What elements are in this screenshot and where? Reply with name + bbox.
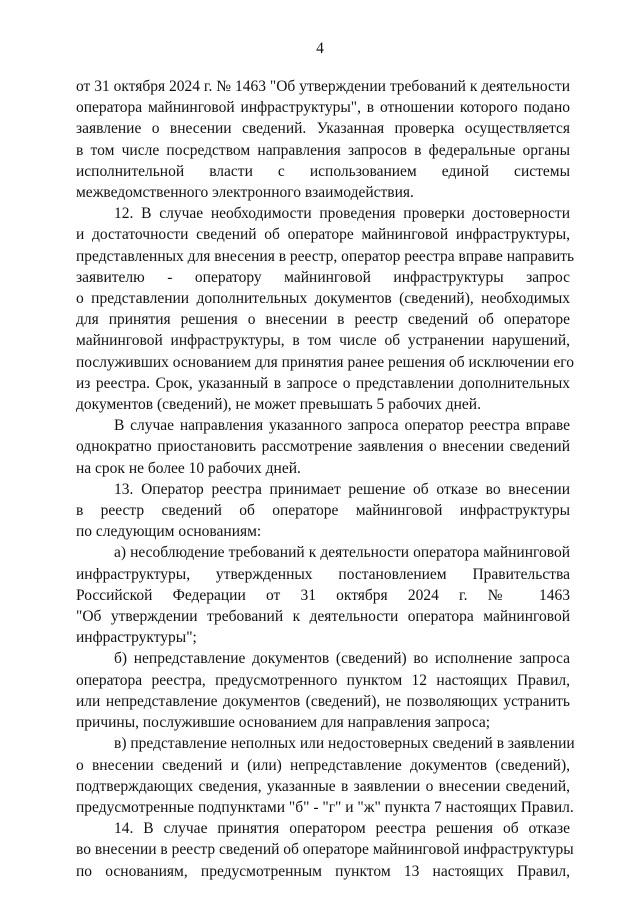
text-line: оператора майнинговой инфраструктуры", в отношении которого подано [76,99,570,117]
text-line: и достаточности сведений об операторе майнинговой инфраструктуры, [76,226,570,244]
text-line: в реестр сведений об операторе майнинговой инфраструктуры [76,502,570,520]
text-line: б) непредставление документов (сведений) во исполнение запроса [114,650,570,668]
text-line: предусмотренные подпунктами "б" - "г" и "ж" пункта 7 настоящих Правил. [76,798,574,816]
text-line: по следующим основаниям: [76,523,262,541]
text-line: а) несоблюдение требований к деятельности оператора майнинговой [114,544,570,562]
text-line: во внесении в реестр сведений об операторе майнинговой инфраструктуры [76,841,574,859]
text-line: представленных для внесения в реестр, оператор реестра вправе направить [76,247,575,265]
text-line: документов (сведений), не может превышать 5 рабочих дней. [76,396,481,414]
text-line: исполнительной власти с использованием единой системы [76,162,570,180]
text-line: причины, послужившие основанием для направления запроса; [76,714,491,732]
text-line: 13. Оператор реестра принимает решение об отказе во внесении [114,480,570,498]
text-line: 12. В случае необходимости проведения проверки достоверности [114,205,570,223]
text-line: Российской Федерации от 31 октября 2024 г. № 1463 [76,586,570,604]
text-line: В случае направления указанного запроса оператор реестра вправе [114,417,570,435]
text-line: однократно приостановить рассмотрение заявления о внесении сведений [76,438,570,456]
text-line: подтверждающих сведения, указанные в заявлении о внесении сведений, [76,777,570,795]
text-line: о внесении сведений и (или) непредставление документов (сведений), [76,756,570,774]
text-line: заявителю - оператору майнинговой инфраструктуры запрос [76,268,570,286]
document-body [76,76,575,882]
text-line: на срок не более 10 рабочих дней. [76,459,301,477]
text-line: "Об утверждении требований к деятельности оператора майнинговой [76,608,570,626]
text-line: по основаниям, предусмотренным пунктом 13 настоящих Правил, [76,862,570,880]
text-line: о представлении дополнительных документов (сведений), необходимых [76,290,570,308]
text-line: 14. В случае принятия оператором реестра решения об отказе [114,820,570,838]
text-line: межведомственного электронного взаимодействия. [76,184,414,202]
text-line: оператора реестра, предусмотренного пунктом 12 настоящих Правил, [76,671,570,689]
text-line: инфраструктуры"; [76,629,197,647]
page-number: 4 [316,40,324,57]
text-line: заявление о внесении сведений. Указанная проверка осуществляется [76,120,570,138]
text-line: или непредставление документов (сведений), не позволяющих устранить [76,692,570,710]
text-line: инфраструктуры, утвержденных постановлением Правительства [76,565,570,583]
text-line: из реестра. Срок, указанный в запросе о представлении дополнительных [76,374,570,392]
text-line: майнинговой инфраструктуры, в том числе об устранении нарушений, [76,332,570,350]
text-line: в) представление неполных или недостоверных сведений в заявлении [114,735,575,753]
text-line: для принятия решения о внесении в реестр сведений об операторе [76,311,570,329]
text-line: послуживших основанием для принятия ранее решения об исключении его [76,353,575,371]
text-line: от 31 октября 2024 г. № 1463 "Об утверждении требований к деятельности [76,78,570,95]
text-line: в том числе посредством направления запросов в федеральные органы [76,141,570,159]
